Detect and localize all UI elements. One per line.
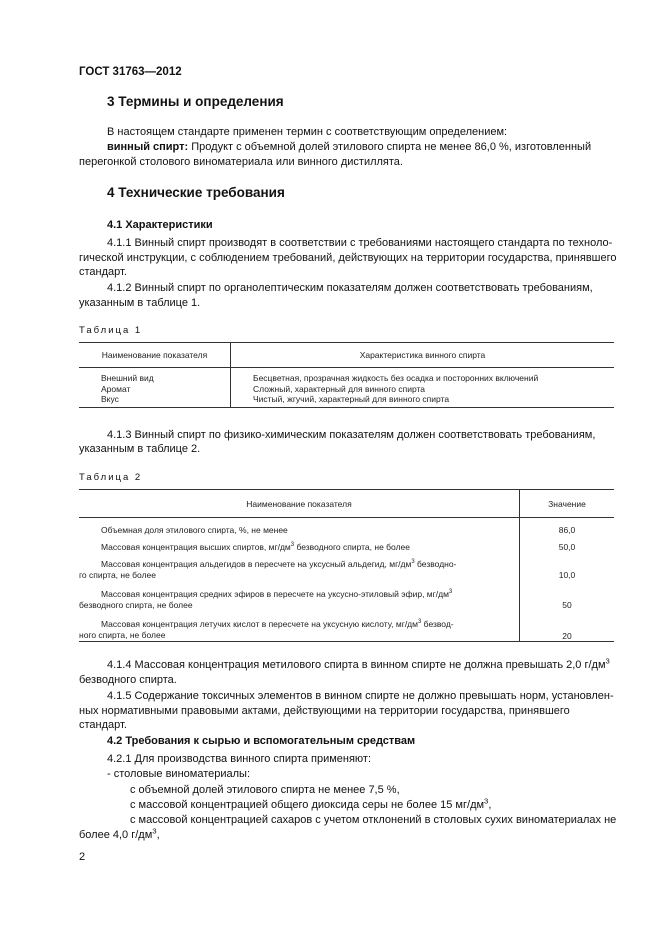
table-2-row-value: 10,0 <box>558 569 576 580</box>
term-name: винный спирт: <box>107 141 189 153</box>
para-4-1-2-line1: 4.1.2 Винный спирт по органолептическим показателям должен соответствовать требованиям, <box>107 282 593 294</box>
table-2-row-name: Массовая концентрация средних эфиров в пересчете на уксусно-этиловый эфир, $мг/дм^3$ безводного спирта, не более <box>79 580 520 610</box>
table-2-row-value: 20 <box>520 610 615 642</box>
para-4-2-1: 4.2.1 Для производства винного спирта применяют: <box>107 753 372 765</box>
para-4-1-1-line1: 4.1.1 Винный спирт производят в соответствии с требованиями настоящего стандарта по техноло- <box>107 237 613 249</box>
table-1-row-name: Вкус <box>101 394 119 404</box>
table-2-row-name: Массовая концентрация альдегидов в пересчете на уксусный альдегид, $мг/дм^3$ безводно- го спирта, не более <box>79 552 520 580</box>
table-2-row-value: 50 <box>562 599 572 610</box>
table-1-characteristics <box>231 368 615 408</box>
table-2-row-name: Массовая концентрация летучих кислот в пересчете на уксусную кислоту, $мг/дм^3$ безвод- ного спирта, не более <box>79 610 520 642</box>
list-item: с массовой концентрацией сахаров с учетом отклонений в столовых сухих виноматериалах не <box>130 814 617 826</box>
term-definition <box>107 140 614 155</box>
table-1-caption: Таблица 1 <box>79 325 143 336</box>
table-1-row-value: Бесцветная, прозрачная жидкость без осадка и посторонних включений <box>253 373 539 383</box>
para-4-1-2-line2: указанным в таблице 1. <box>79 297 201 309</box>
table-2-row-value: 50,0 <box>558 541 576 552</box>
term-definition-line1: Продукт с объемной долей этилового спирта не менее 86,0 %, изготовленный <box>191 141 592 153</box>
section-3-title: 3 Термины и определения <box>107 94 284 109</box>
table-1-row-name: Внешний вид <box>101 373 154 383</box>
para-4-1-4-line1: 4.1.4 Массовая концентрация метилового спирта в винном спирте не должна превышать 2,0 $г/дм^3$ <box>107 656 610 671</box>
table-1-row-name: Аромат <box>101 383 131 394</box>
table-row <box>79 580 614 610</box>
para-4-1-4-line2: безводного спирта. <box>79 674 177 686</box>
table-row <box>79 610 614 642</box>
table-2-row-name: Объемная доля этилового спирта, %, не менее <box>79 518 520 536</box>
table-1 <box>79 342 614 408</box>
table-1-row-value: Сложный, характерный для винного спирта <box>253 383 426 394</box>
table-row <box>79 552 614 580</box>
table-row <box>79 535 614 552</box>
para-4-1-5-line2: ных нормативными правовыми актами, действующими на территории государства, принявшего <box>79 705 570 717</box>
table-2 <box>79 489 614 642</box>
subsection-4-2-title: 4.2 Требования к сырью и вспомогательным средствам <box>107 735 416 747</box>
para-4-1-3-line2: указанным в таблице 2. <box>79 443 201 455</box>
table-1-row-value: Чистый, жгучий, характерный для винного спирта <box>253 394 450 404</box>
para-4-1-5-line1: 4.1.5 Содержание токсичных элементов в винном спирте не должно превышать норм, установлен- <box>107 690 614 702</box>
section-3-intro: В настоящем стандарте применен термин с соответствующим определением: <box>107 126 508 138</box>
section-4-title: 4 Технические требования <box>107 185 285 200</box>
page-number: 2 <box>79 851 86 863</box>
list-heading: - столовые виноматериалы: <box>107 768 251 780</box>
para-4-1-3-line1: 4.1.3 Винный спирт по физико-химическим показателям должен соответствовать требованиям, <box>107 429 596 441</box>
para-4-1-1-line3: стандарт. <box>79 266 127 278</box>
para-4-1-1-line2: гической инструкции, с соблюдением требований, действующих на территории государства, принявшего <box>79 252 617 264</box>
subsection-4-1-title: 4.1 Характеристики <box>107 219 213 231</box>
table-2-caption: Таблица 2 <box>79 472 143 483</box>
table-1-header-name: Наименование показателя <box>79 343 231 368</box>
table-2-row-name: Массовая концентрация высших спиртов, $мг/дм^3$ безводного спирта, не более <box>79 535 520 552</box>
table-2-header-value: Значение <box>520 490 615 518</box>
para-4-1-5-line3: стандарт. <box>79 719 127 731</box>
list-item: с массовой концентрацией общего диоксида серы не более 15 $мг/дм^3$, <box>130 796 492 811</box>
term-definition-line2: перегонкой столового виноматериала или винного дистиллята. <box>79 156 403 168</box>
table-row <box>79 518 614 536</box>
table-2-header-name: Наименование показателя <box>79 490 520 518</box>
table-2-row-value: 86,0 <box>558 524 576 535</box>
document-header: ГОСТ 31763—2012 <box>79 66 182 78</box>
table-1-names <box>79 368 231 408</box>
list-item-continuation: более 4,0 $г/дм^3$, <box>79 826 160 841</box>
table-1-header-characteristic: Характеристика винного спирта <box>231 343 615 368</box>
list-item: с объемной долей этилового спирта не менее 7,5 %, <box>130 784 400 796</box>
